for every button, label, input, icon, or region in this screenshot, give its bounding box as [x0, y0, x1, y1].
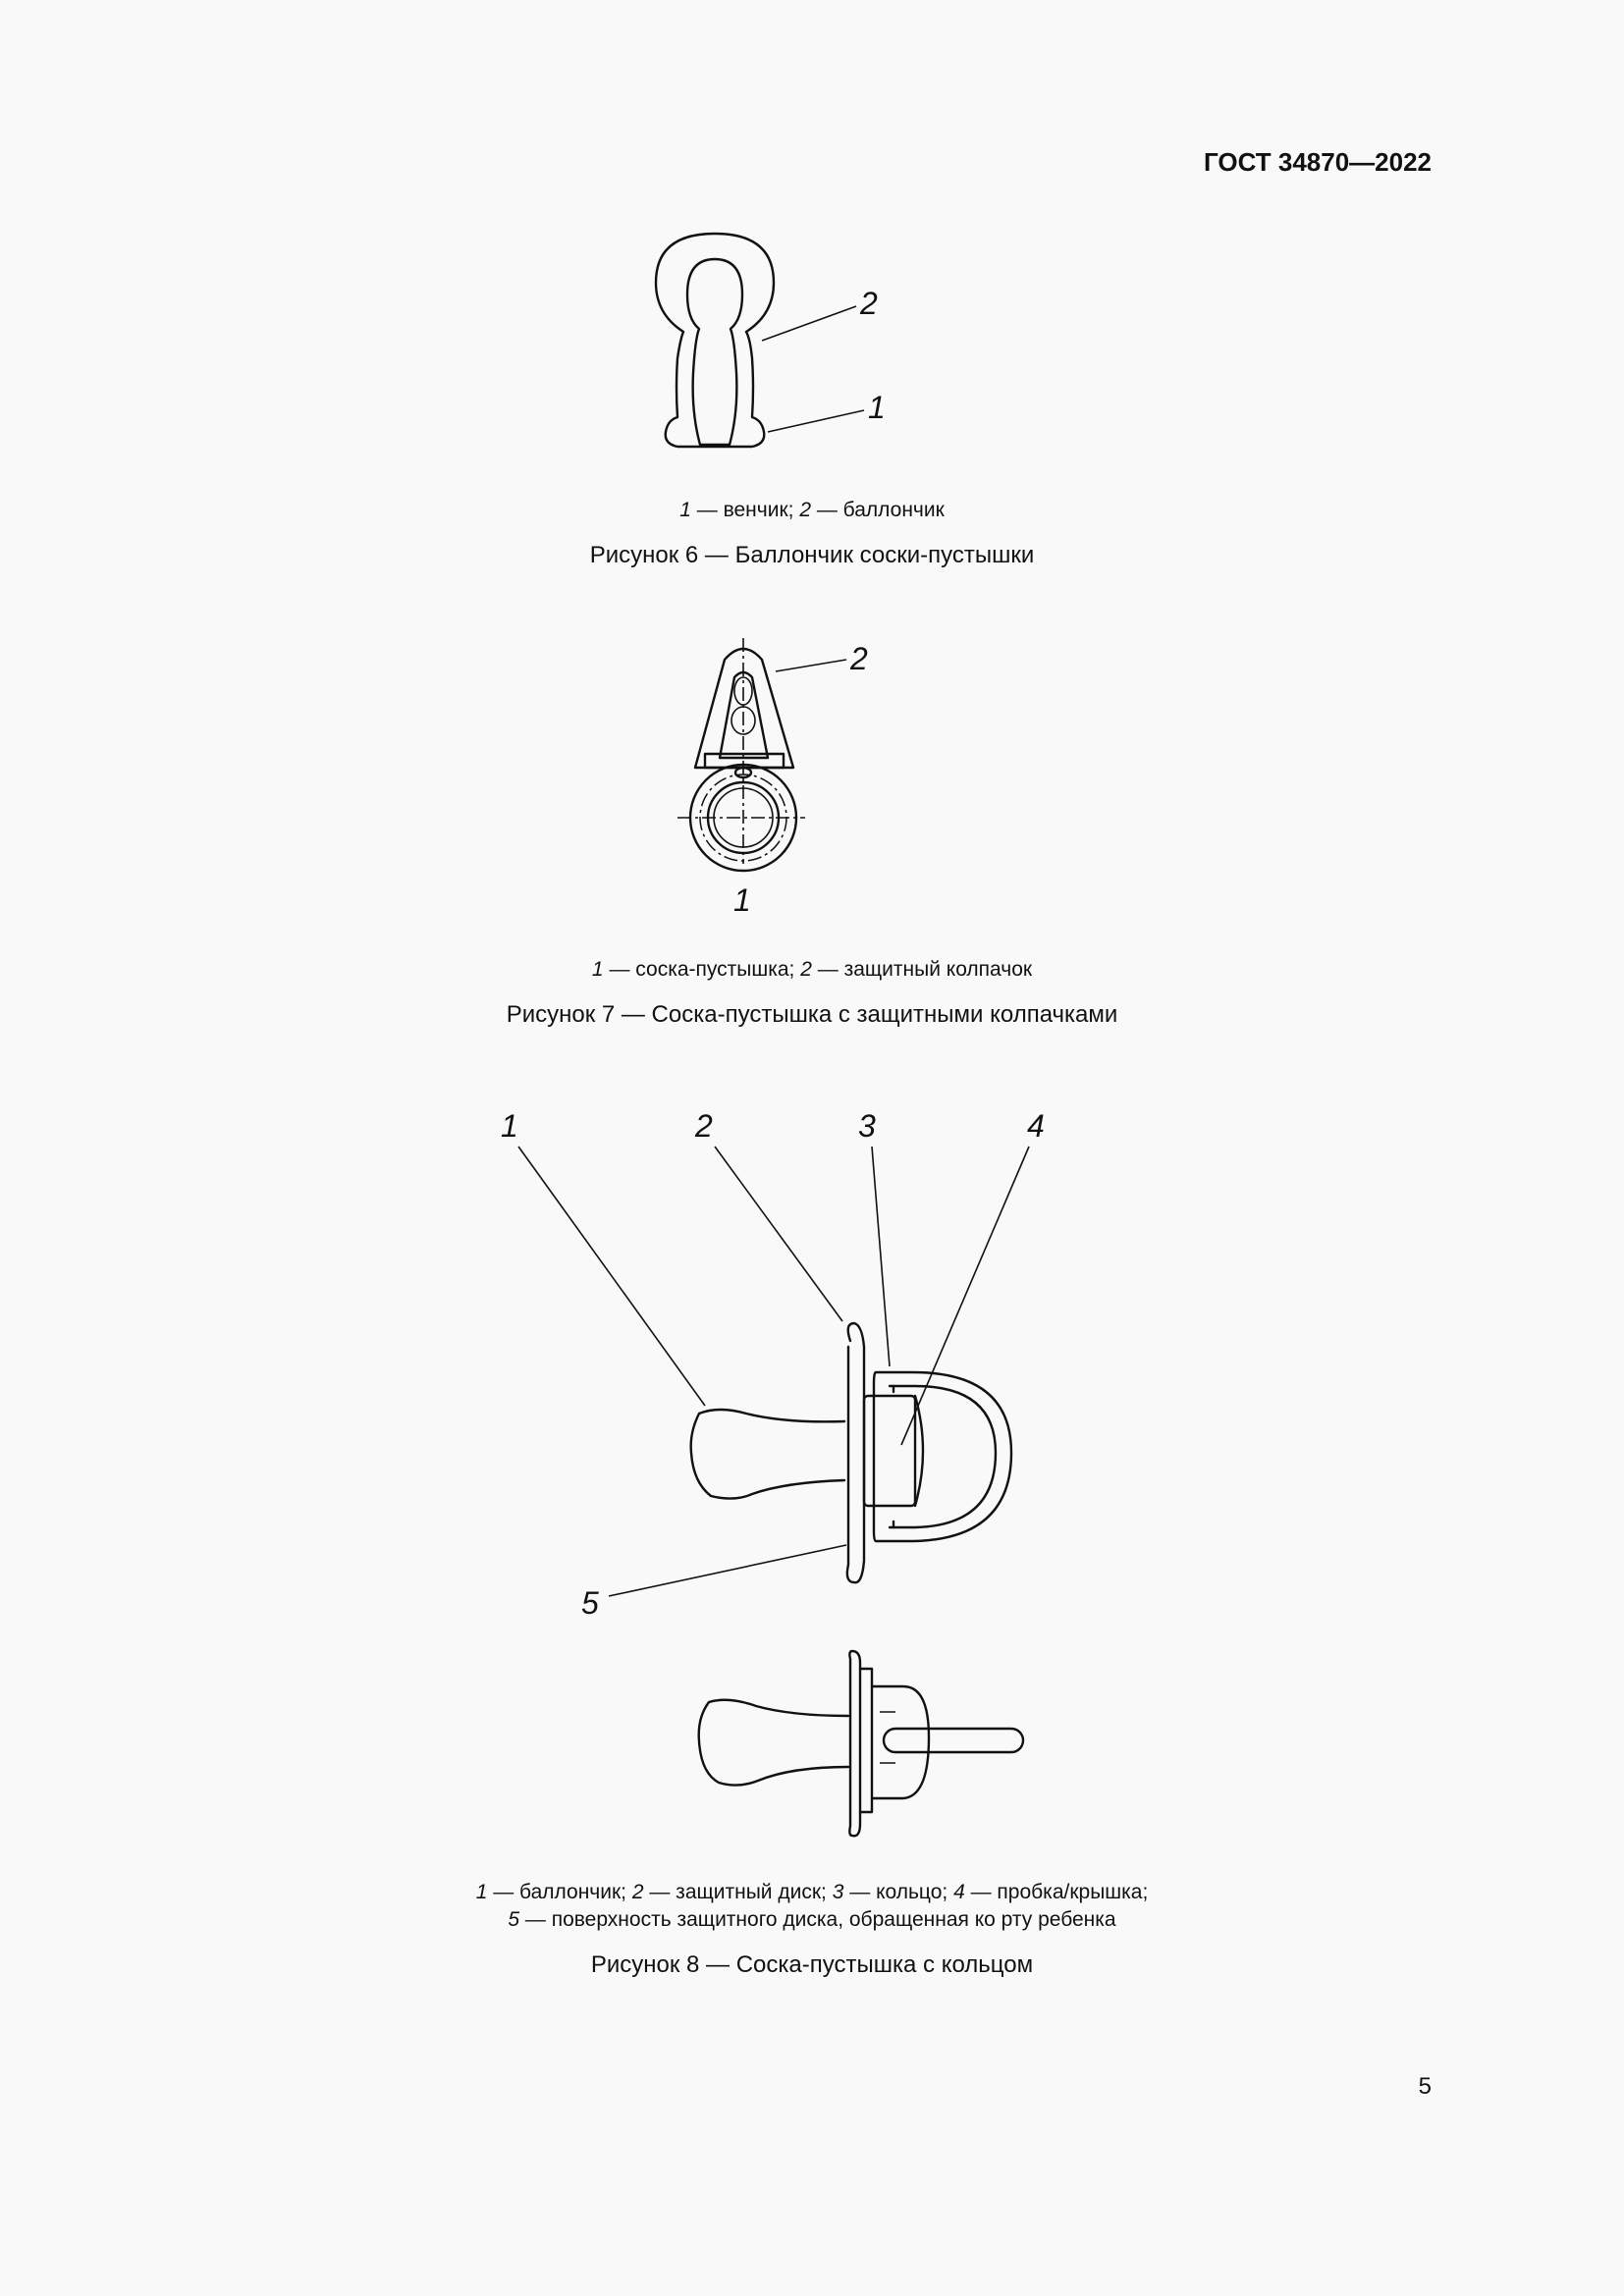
- callout-1: 1: [733, 882, 751, 918]
- callout-1: 1: [501, 1108, 518, 1144]
- pacifier-with-ring-side: [699, 1651, 1023, 1836]
- callout-line-3: [872, 1147, 890, 1366]
- figure-8-legend-line-1: 1 — баллончик; 2 — защитный диск; 3 — кольцо; 4 — пробка/крышка;: [475, 1881, 1149, 1903]
- callout-2: 2: [850, 641, 868, 676]
- figure-8-caption: Рисунок 8 — Соска-пустышка с кольцом: [590, 1951, 1034, 1978]
- figure-8-legend-line-2: 5 — поверхность защитного диска, обращенная ко рту ребенка: [508, 1908, 1116, 1931]
- callout-line-5: [609, 1545, 846, 1596]
- figure-7-legend: 1 — соска-пустышка; 2 — защитный колпачок: [591, 958, 1033, 981]
- pacifier-with-ring-front: [691, 1323, 1011, 1582]
- callout-2: 2: [860, 286, 878, 321]
- callout-1: 1: [868, 390, 886, 425]
- callout-line-4: [901, 1147, 1029, 1445]
- figure-6-legend: 1 — венчик; 2 — баллончик: [679, 499, 945, 521]
- callout-5: 5: [581, 1585, 599, 1621]
- callout-line-1: [518, 1147, 705, 1406]
- figure-6-caption: Рисунок 6 — Баллончик соски-пустышки: [589, 542, 1035, 568]
- document-header: ГОСТ 34870—2022: [1204, 147, 1432, 177]
- page-number: 5: [1418, 2073, 1432, 2100]
- callout-line-2: [715, 1147, 842, 1321]
- callout-2: 2: [695, 1108, 713, 1144]
- callout-3: 3: [858, 1108, 876, 1144]
- figure-7-caption: Рисунок 7 — Соска-пустышка с защитными колпачками: [506, 1001, 1118, 1028]
- callout-4: 4: [1027, 1108, 1045, 1144]
